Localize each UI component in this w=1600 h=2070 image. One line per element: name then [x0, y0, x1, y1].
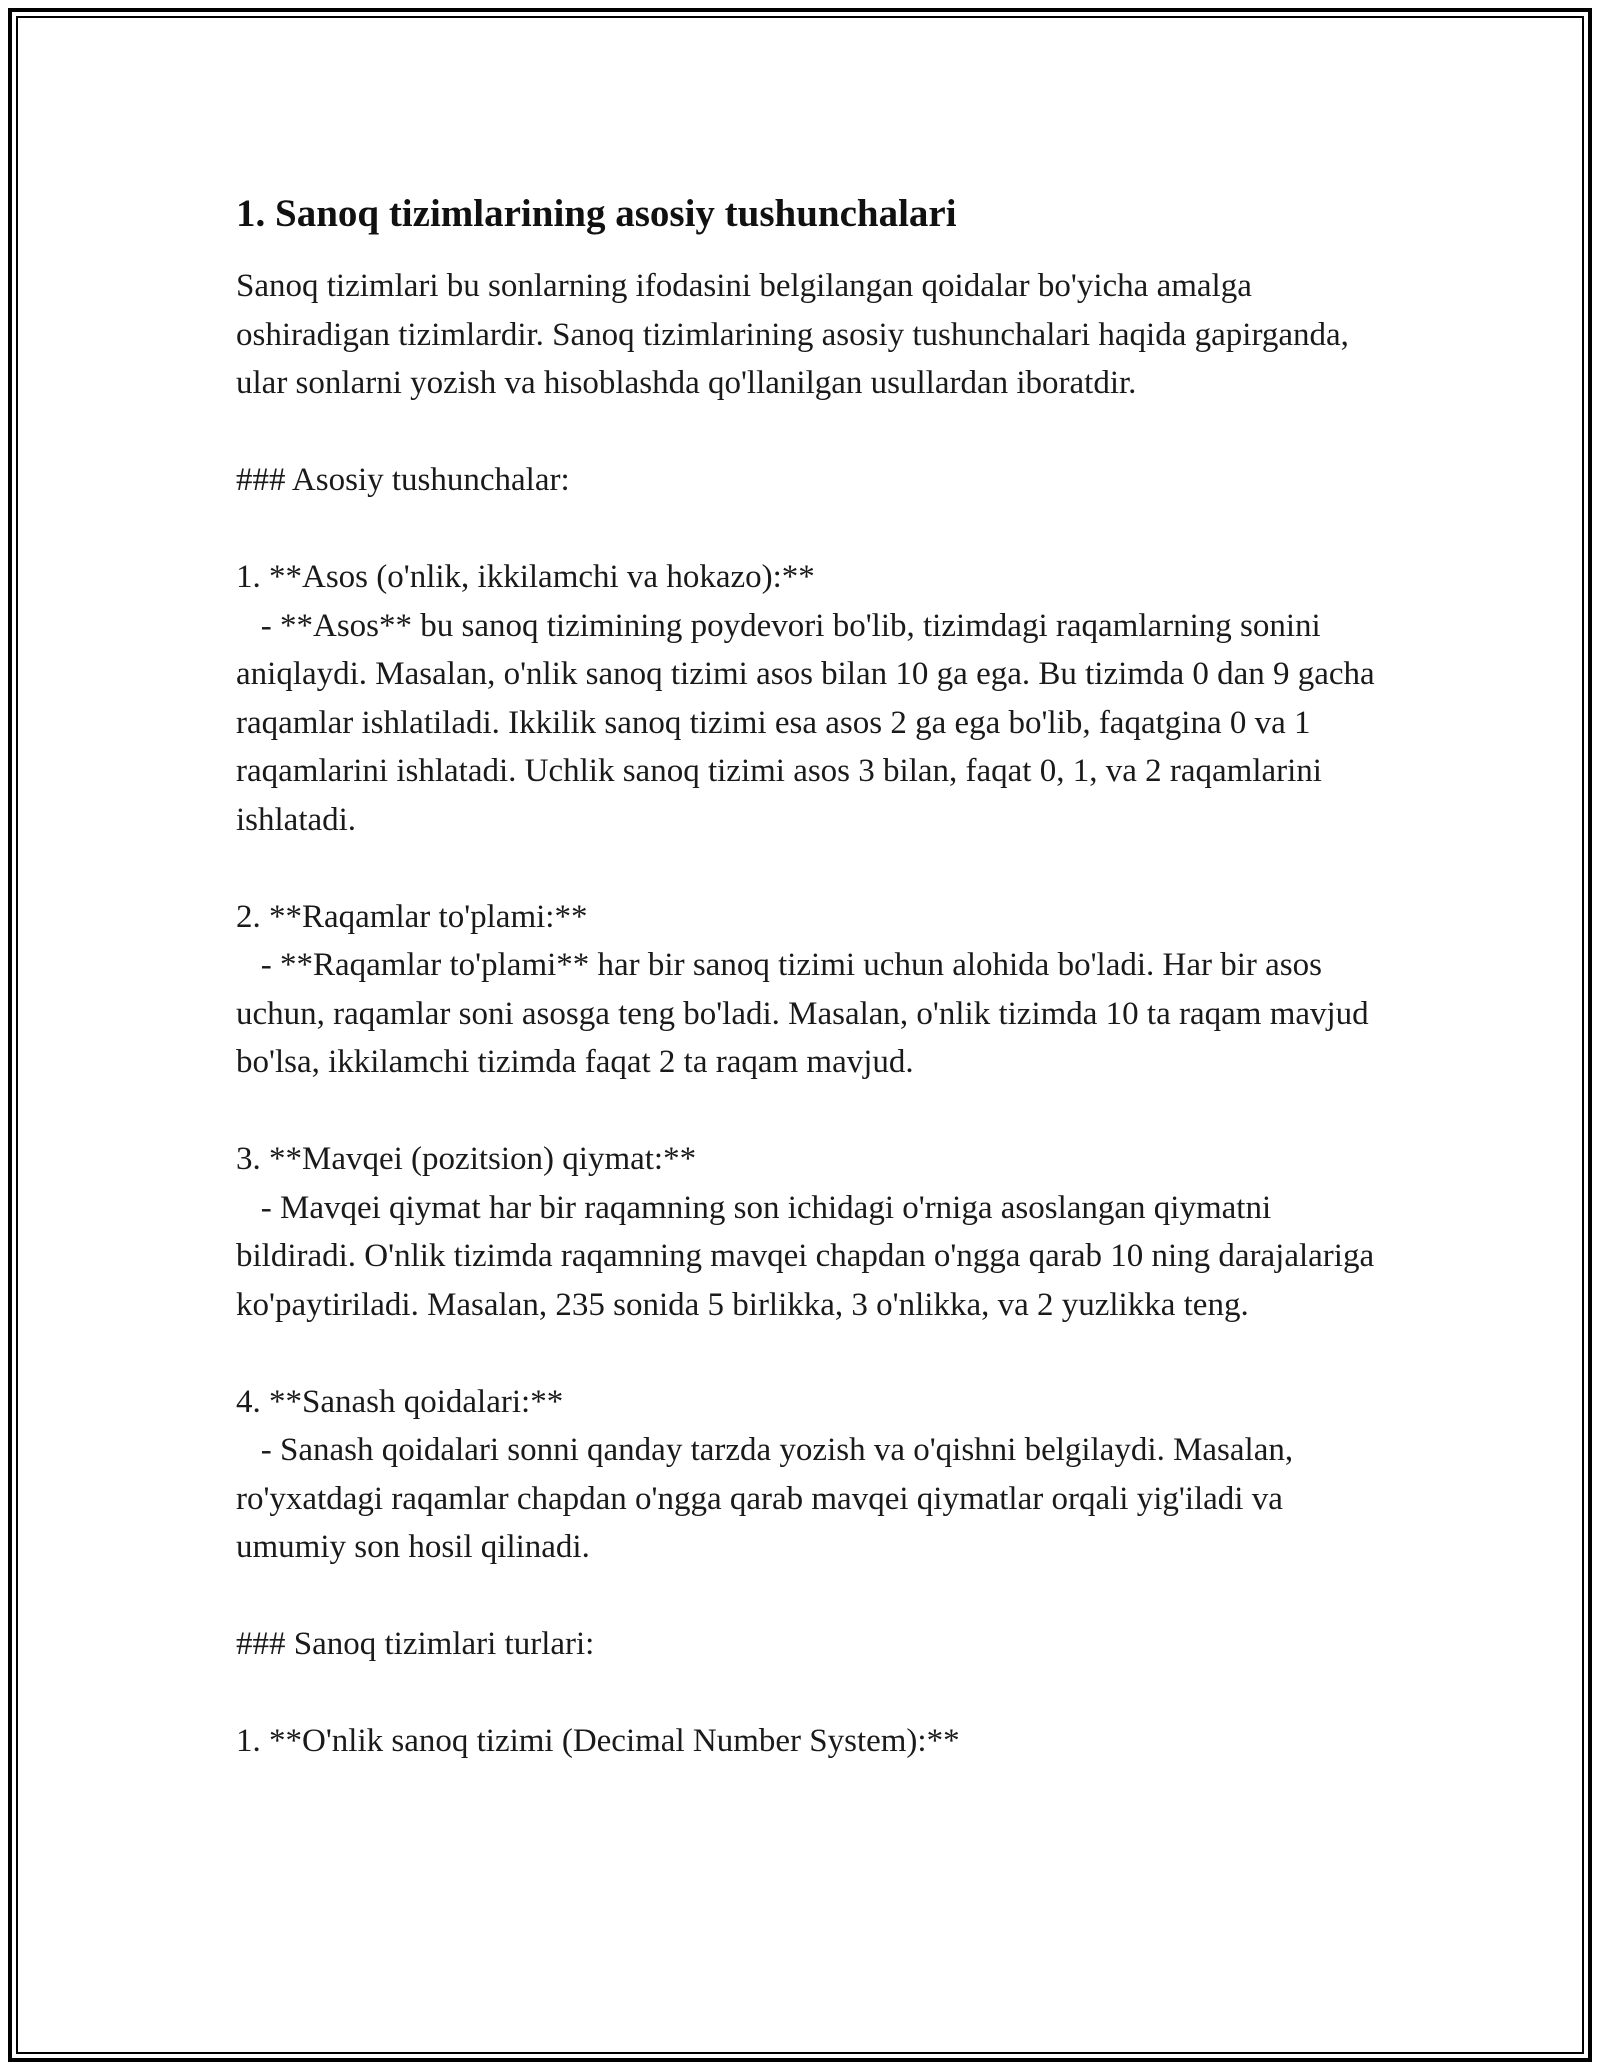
- list-item-heading: 1. **Asos (o'nlik, ikkilamchi va hokazo):**: [236, 559, 815, 595]
- list-item-body: - Mavqei qiymat har bir raqamning son ichidagi o'rniga asoslangan qiymatni bildiradi. O'nlik tizimda raqamning mavqei chapdan o'ngga qarab 10 ning darajalariga ko'paytiriladi. Masalan, 235 sonida 5 birlikka, 3 o'nlikka, va 2 yuzlikka teng.: [236, 1189, 1383, 1323]
- list-item-body: - Sanash qoidalari sonni qanday tarzda yozish va o'qishni belgilaydi. Masalan, ro'yxatdagi raqamlar chapdan o'ngga qarab mavqei qiymatlar orqali yig'iladi va umumiy son hosil qilinadi.: [236, 1432, 1302, 1565]
- document-page: [236, 188, 1383, 1766]
- spacer: [236, 1329, 1376, 1378]
- list-item-heading: 1. **O'nlik sanoq tizimi (Decimal Number System):**: [236, 1723, 960, 1759]
- list-item-heading: 3. **Mavqei (pozitsion) qiymat:**: [236, 1141, 697, 1177]
- list-item-body: - **Raqamlar to'plami** har bir sanoq tizimi uchun alohida bo'ladi. Har bir asos uchun, raqamlar soni asosga teng bo'ladi. Masalan, o'nlik tizimda 10 ta raqam mavjud bo'lsa, ikkilamchi tizimda faqat 2 ta raqam mavjud.: [236, 947, 1377, 1080]
- spacer: [236, 1669, 1376, 1718]
- section-heading-basic-concepts: ### Asosiy tushunchalar:: [236, 462, 570, 498]
- section-heading-types: ### Sanoq tizimlari turlari:: [236, 1626, 595, 1662]
- spacer: [236, 408, 1376, 457]
- spacer: [236, 1572, 1376, 1621]
- spacer: [236, 1087, 1376, 1136]
- spacer: [236, 844, 1376, 893]
- spacer: [236, 505, 1376, 554]
- list-item-body: - **Asos** bu sanoq tizimining poydevori bo'lib, tizimdagi raqamlarning sonini aniqlaydi. Masalan, o'nlik sanoq tizimi asos bilan 10 ga ega. Bu tizimda 0 dan 9 gacha raqamlar ishlatiladi. Ikkilik sanoq tizimi esa asos 2 ga ega bo'lib, faqatgina 0 va 1 raqamlarini ishlatadi. Uchlik sanoq tizimi asos 3 bilan, faqat 0, 1, va 2 raqamlarini ishlatadi.: [236, 607, 1383, 838]
- list-item-heading: 2. **Raqamlar to'plami:**: [236, 898, 588, 935]
- document-title: 1. Sanoq tizimlarining asosiy tushunchalari: [236, 192, 957, 235]
- intro-paragraph: Sanoq tizimlari bu sonlarning ifodasini belgilangan qoidalar bo'yicha amalga oshiradigan tizimlardir. Sanoq tizimlarining asosiy tushunchalari haqida gapirganda, ular sonlarni yozish va hisoblashda qo'llanilgan usullardan iboratdir.: [236, 268, 1358, 401]
- list-item-heading: 4. **Sanash qoidalari:**: [236, 1383, 564, 1420]
